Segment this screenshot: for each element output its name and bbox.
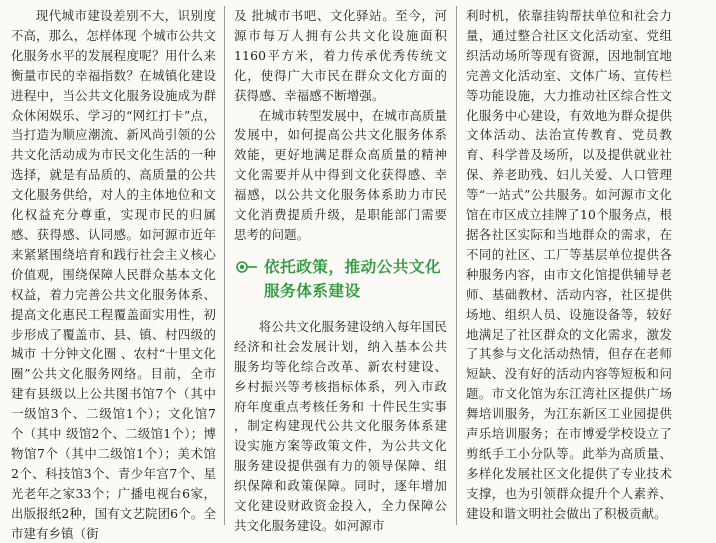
- column-left: [11, 6, 216, 543]
- column-right: [466, 6, 672, 524]
- body-paragraph-continued: 及 批城市书吧、文化驿站。至今，河源市每万人拥有公共文化设施面积1160平方米，着力传承优秀传统文化，使得广大市民在群众文化方面的获得感、幸福感不断增强。: [234, 8, 447, 103]
- body-paragraph-continued: 利时机，依靠挂钩帮扶单位和社会力量，通过整合社区文化活动室、党组织活动场所等现有资源，因地制宜地完善文化活动室、文体广场、宣传栏等功能设施，大力推动社区综合性文化服务中心建设，有效地为群众提供文体活动、法治宣传教育、党员教育、科学普及场所，以及提供就业社保、养老助残、妇儿关爱、人口管理等“一站式”公共服务。如河源市文化馆在市区成立挂牌了10个服务点，根据各社区实际和当地群众的需求，在不同的社区、工厂等基层单位提供各种服务内容，由市文化馆提供辅导老师、基础教材、活动内容，社区提供场地、组织人员、设施设备等，较好地满足了社区群众的文化需求，激发了其参与文化活动热情，但存在老师短缺、没有好的活动内容等短板和问题。市文化馆为东江湾社区提供广场舞培训服务，为江东新区工业园提供声乐培训服务；在市博爱学校设立了剪纸手工小分队等。此举为高质量、多样化发展社区文化提供了专业技术支撑，也为引领群众提升个人素养、建设和谐文明社会做出了积极贡献。: [466, 8, 672, 521]
- section-heading: [234, 255, 447, 303]
- body-paragraph: 在城市转型发展中，在城市高质量发展中，如何提高公共文化服务体系效能，更好地满足群众高质量的精神文化需要并从中得到文化获得感、幸福感，以公共文化服务体系助力市民文化消费提质升级，是职能部门需要思考的问题。: [234, 107, 447, 242]
- green-leaf-bullet-icon: [236, 261, 258, 273]
- body-paragraph: 将公共文化服务建设纳入每年国民经济和社会发展计划，纳入基本公共服务均等化综合改革、新农村建设、乡村振兴等考核指标体系，列入市政府年度重点考核任务和 十件民生实事 ，制定构建现代公共文化服务体系建设实施方案等政策文件，为公共文化服务建设提供强有力的领导保障、组织保障和政策保障。同时，逐年增加文化建设财政资金投入，全力保障公共文化服务建设。如河源市: [234, 318, 447, 533]
- column-divider: [456, 6, 457, 525]
- body-paragraph: 现代城市建设差别不大，识别度不高，那么，怎样体现 个城市公共文化服务水平的发展程度呢？用什么来衡量市民的幸福指数？在城镇化建设进程中，当公共文化服务设施成为群众休闲娱乐、学习的“网红打卡”点，当打造为顺应潮流、新风尚引领的公共文化活动成为市民文化生活的一种选择，就是有品质的、高质量的公共文化服务供给，对人的主体地位和文化权益充分尊重，实现市民的归属感、获得感、认同感。如河源市近年来紧紧围绕培育和践行社会主义核心价值观，围绕保障人民群众基本文化权益，着力完善公共文化服务体系、提高文化惠民工程覆盖面实用性，初步形成了覆盖市、县、镇、村四级的城市 十分钟文化圈 、农村“十里文化圈”公共文化服务网络。目前，全市建有县级以上公共图书馆7个（其中一级馆3个、二级馆1个）；文化馆7个（其中 级馆2个、二级馆1个）；博物馆7个（其中二级馆1个）；美术馆2个、科技馆3个、青少年宫7个、星光老年之家33个；广播电视台6家，出版报纸2种，国有文艺院团6个。全市建有乡镇（街: [11, 8, 216, 541]
- column-middle: [234, 6, 447, 536]
- column-divider: [224, 6, 225, 525]
- section-heading-text: 依托政策，推动公共文化服务体系建设: [264, 257, 442, 300]
